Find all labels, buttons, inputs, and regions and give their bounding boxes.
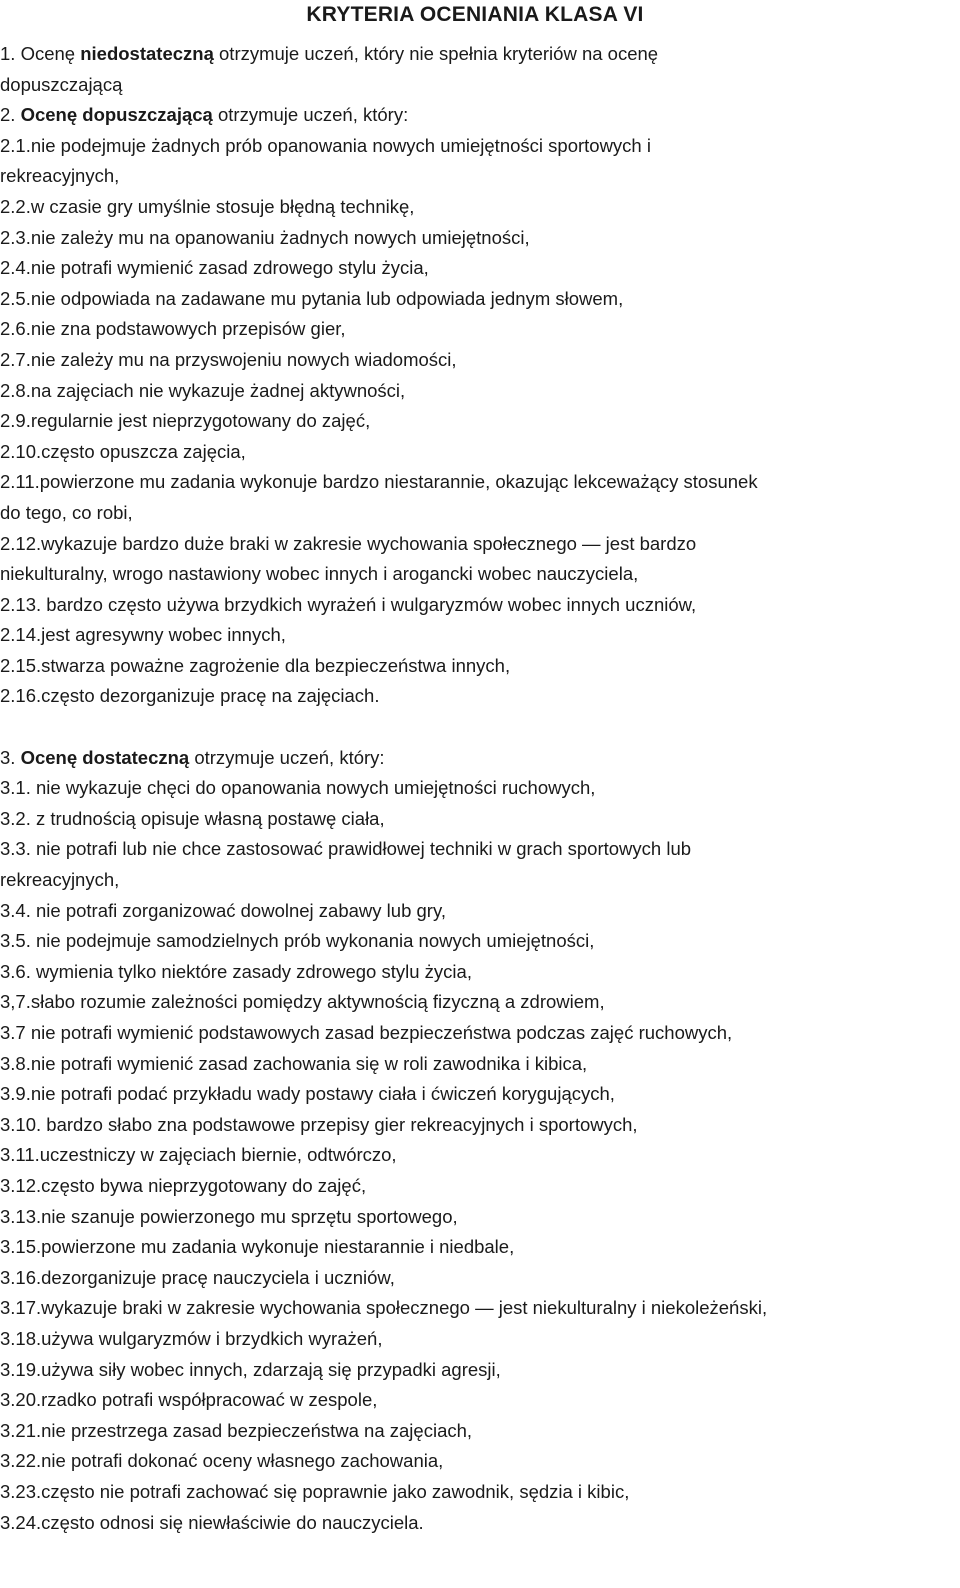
list-item: 3.15.powierzone mu zadania wykonuje niestarannie i niedbale, (0, 1236, 515, 1258)
list-item: 3.2. z trudnością opisuje własną postawę ciała, (0, 807, 385, 829)
list-item: 3.8.nie potrafi wymienić zasad zachowania się w roli zawodnika i kibica, (0, 1052, 588, 1074)
document-body (0, 39, 950, 1538)
list-item: 2.4.nie potrafi wymienić zasad zdrowego stylu życia, (0, 257, 429, 279)
section-1-text: otrzymuje uczeń, który nie spełnia kryteriów na ocenę (213, 43, 659, 64)
list-item: 2.2.w czasie gry umyślnie stosuje błędną technikę, (0, 195, 415, 217)
list-item: 2.6.nie zna podstawowych przepisów gier, (0, 318, 346, 340)
list-item: 3.18.używa wulgaryzmów i brzydkich wyrażeń, (0, 1327, 383, 1349)
list-item: 2.12.wykazuje bardzo duże braki w zakresie wychowania społecznego — jest bardzo (0, 532, 697, 554)
list-item: 2.11.powierzone mu zadania wykonuje bardzo niestarannie, okazując lekceważący stosunek (0, 471, 758, 493)
section-1-heading (0, 39, 950, 70)
list-item: 3.9.nie potrafi podać przykładu wady postawy ciała i ćwiczeń korygujących, (0, 1083, 615, 1105)
list-item: 2.9.regularnie jest nieprzygotowany do zajęć, (0, 410, 371, 432)
list-item: 3.24.często odnosi się niewłaściwie do nauczyciela. (0, 1511, 424, 1533)
section-2-text: otrzymuje uczeń, który: (212, 104, 409, 126)
document-title: KRYTERIA OCENIANIA KLASA VI (306, 3, 644, 26)
list-item: 3.13.nie szanuje powierzonego mu sprzętu sportowego, (0, 1205, 458, 1227)
list-item: 2.15.stwarza poważne zagrożenie dla bezpieczeństwa innych, (0, 654, 511, 676)
section-3-list (0, 773, 950, 1538)
list-item: 2.7.nie zależy mu na przyswojeniu nowych wiadomości, (0, 348, 457, 370)
list-item: 2.16.często dezorganizuje pracę na zajęciach. (0, 685, 380, 707)
list-item: 3.4. nie potrafi zorganizować dowolnej zabawy lub gry, (0, 899, 446, 921)
section-1-continuation: dopuszczającą (0, 73, 123, 95)
list-item: 2.5.nie odpowiada na zadawane mu pytania lub odpowiada jednym słowem, (0, 287, 624, 309)
list-item: 3.5. nie podejmuje samodzielnych prób wykonania nowych umiejętności, (0, 930, 595, 952)
section-1-prefix: 1. Ocenę (0, 43, 81, 64)
list-item: rekreacyjnych, (0, 165, 120, 187)
list-item: 3.10. bardzo słabo zna podstawowe przepisy gier rekreacyjnych i sportowych, (0, 1113, 638, 1135)
list-item: 2.8.na zajęciach nie wykazuje żadnej aktywności, (0, 379, 406, 401)
list-item: 3.22.nie potrafi dokonać oceny własnego zachowania, (0, 1450, 444, 1472)
section-2-prefix: 2. (0, 104, 21, 126)
list-item: 3.16.dezorganizuje pracę nauczyciela i uczniów, (0, 1266, 395, 1288)
list-item: 2.14.jest agresywny wobec innych, (0, 624, 286, 646)
section-3-grade: Ocenę dostateczną (20, 746, 190, 768)
list-item: 2.1.nie podejmuje żadnych prób opanowania nowych umiejętności sportowych i (0, 134, 651, 156)
section-2-list (0, 131, 950, 712)
list-item: 2.13. bardzo często używa brzydkich wyrażeń i wulgaryzmów wobec innych uczniów, (0, 593, 697, 615)
list-item: niekulturalny, wrogo nastawiony wobec innych i arogancki wobec nauczyciela, (0, 563, 639, 585)
list-item: 3.7 nie potrafi wymienić podstawowych zasad bezpieczeństwa podczas zajęć ruchowych, (0, 1022, 733, 1043)
section-spacer (0, 712, 950, 743)
list-item: 3.19.używa siły wobec innych, zdarzają się przypadki agresji, (0, 1358, 501, 1380)
list-item: 3.3. nie potrafi lub nie chce zastosować prawidłowej techniki w grach sportowych lub (0, 838, 692, 860)
list-item: do tego, co robi, (0, 501, 133, 523)
section-2-grade: Ocenę dopuszczającą (20, 104, 213, 126)
list-item: rekreacyjnych, (0, 869, 120, 891)
list-item: 3.11.uczestniczy w zajęciach biernie, odtwórczo, (0, 1144, 397, 1166)
list-item: 2.10.często opuszcza zajęcia, (0, 440, 246, 462)
section-3-heading (0, 743, 950, 774)
list-item: 3,7.słabo rozumie zależności pomiędzy aktywnością fizyczną a zdrowiem, (0, 991, 605, 1013)
section-3-prefix: 3. (0, 746, 21, 768)
section-2-heading (0, 100, 950, 131)
list-item: 3.20.rzadko potrafi współpracować w zespole, (0, 1389, 378, 1411)
list-item: 3.6. wymienia tylko niektóre zasady zdrowego stylu życia, (0, 960, 472, 982)
list-item: 3.23.często nie potrafi zachować się poprawnie jako zawodnik, sędzia i kibic, (0, 1480, 630, 1502)
list-item: 2.3.nie zależy mu na opanowaniu żadnych nowych umiejętności, (0, 226, 530, 248)
list-item: 3.21.nie przestrzega zasad bezpieczeństwa na zajęciach, (0, 1419, 473, 1441)
section-3-text: otrzymuje uczeń, który: (189, 746, 385, 768)
list-item: 3.1. nie wykazuje chęci do opanowania nowych umiejętności ruchowych, (0, 777, 596, 799)
list-item: 3.17.wykazuje braki w zakresie wychowania społecznego — jest niekulturalny i niekoleżeński, (0, 1297, 768, 1319)
section-1-grade: niedostateczną (80, 43, 214, 64)
list-item: 3.12.często bywa nieprzygotowany do zajęć, (0, 1174, 367, 1196)
